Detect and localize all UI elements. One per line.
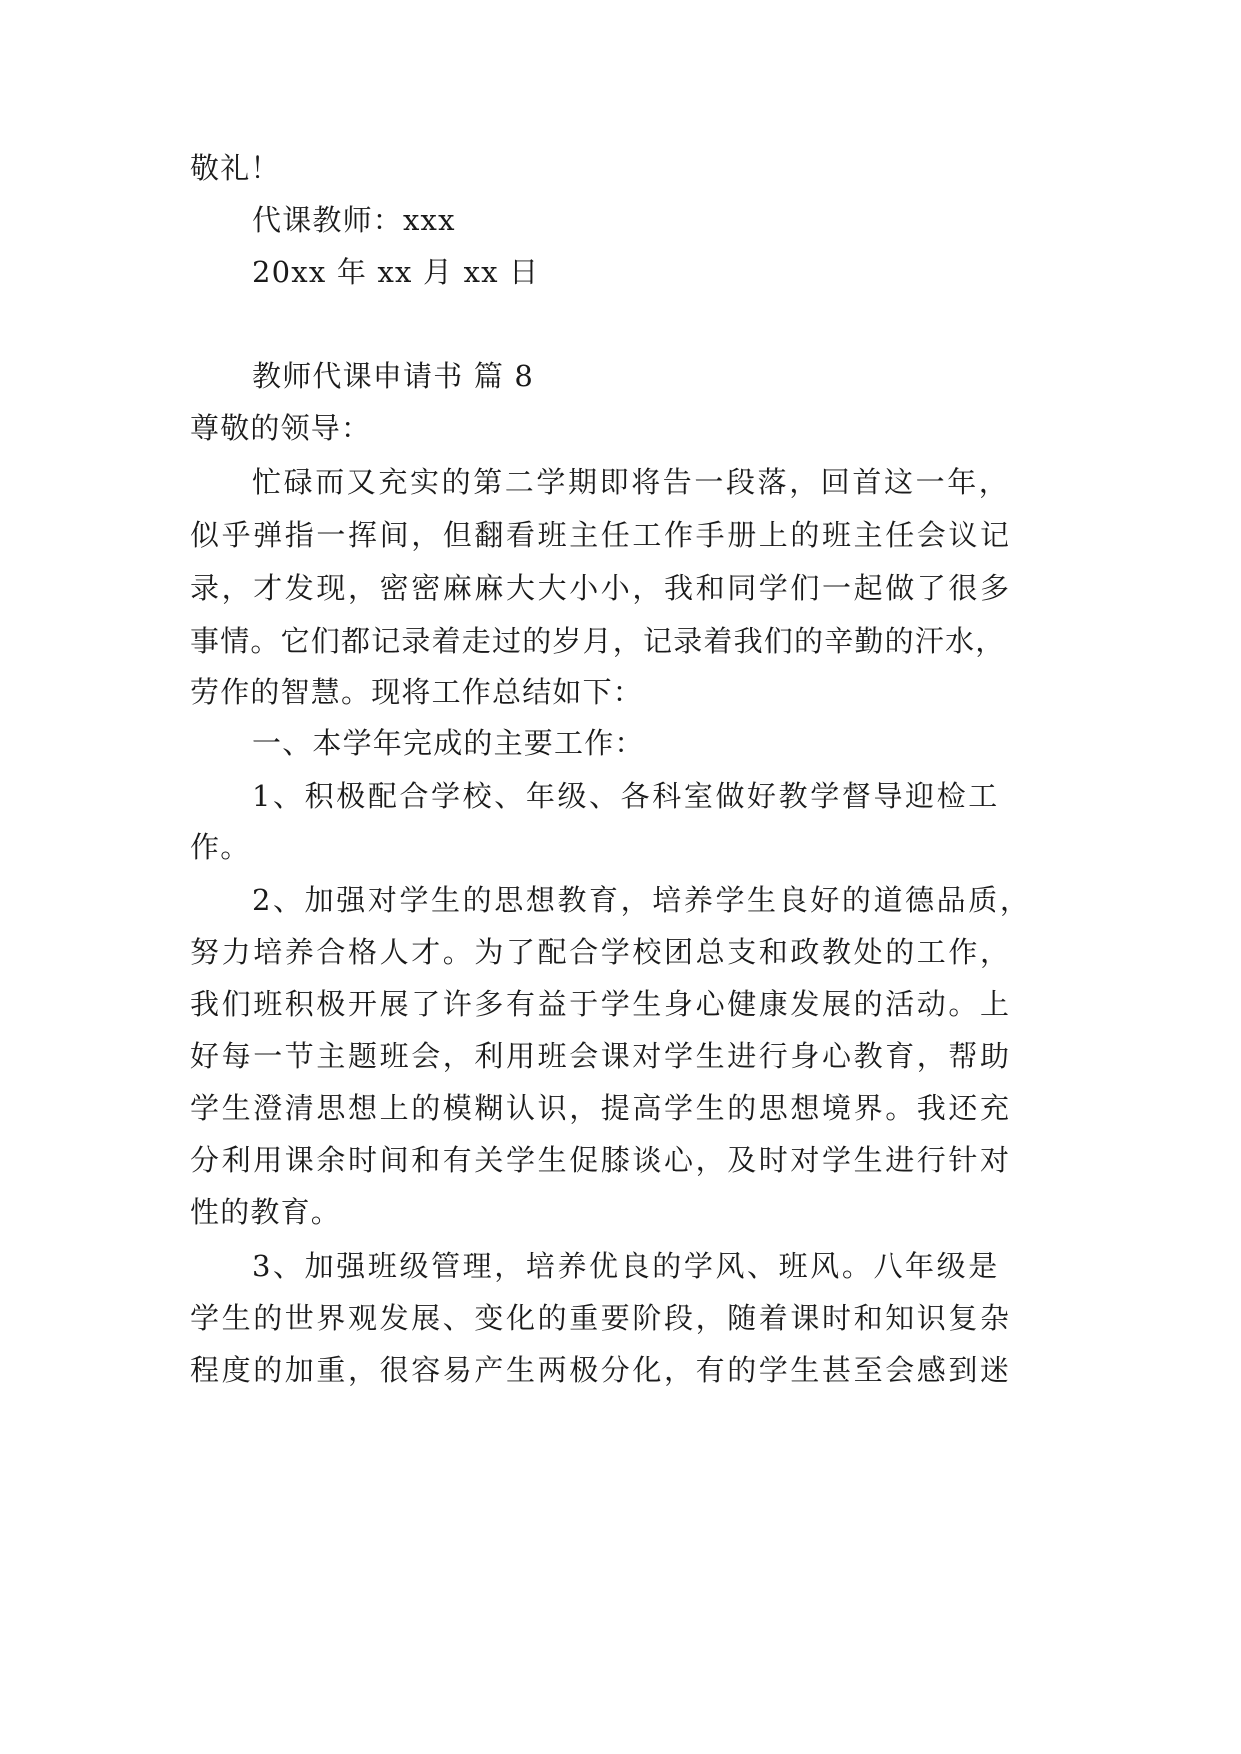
salutation: 尊敬的领导：: [190, 411, 372, 445]
body-line: 录，才发现，密密麻麻大大小小，我和同学们一起做了很多: [190, 571, 1012, 605]
body-line: 3、加强班级管理，培养优良的学风、班风。八年级是: [252, 1249, 1000, 1283]
body-line: 事情。它们都记录着走过的岁月，记录着我们的辛勤的汗水，: [190, 624, 1006, 658]
body-line: 分利用课余时间和有关学生促膝谈心，及时对学生进行针对: [190, 1143, 1012, 1177]
body-line: 学生的世界观发展、变化的重要阶段，随着课时和知识复杂: [190, 1301, 1012, 1335]
body-line: 我们班积极开展了许多有益于学生身心健康发展的活动。上: [190, 987, 1012, 1021]
body-line: 似乎弹指一挥间，但翻看班主任工作手册上的班主任会议记: [190, 518, 1012, 552]
body-line: 好每一节主题班会，利用班会课对学生进行身心教育，帮助: [190, 1039, 1012, 1073]
signer-line: 代课教师：xxx: [252, 203, 456, 237]
body-line: 程度的加重，很容易产生两极分化，有的学生甚至会感到迷: [190, 1353, 1012, 1387]
section-heading: 教师代课申请书 篇 8: [252, 359, 535, 393]
body-line: 忙碌而又充实的第二学期即将告一段落，回首这一年，: [252, 465, 1011, 499]
body-line: 1、积极配合学校、年级、各科室做好教学督导迎检工: [252, 779, 1000, 813]
body-line: 劳作的智慧。现将工作总结如下：: [190, 675, 644, 709]
body-line: 学生澄清思想上的模糊认识，提高学生的思想境界。我还充: [190, 1091, 1012, 1125]
body-line: 努力培养合格人才。为了配合学校团总支和政教处的工作，: [190, 935, 1012, 969]
date-line: 20xx 年 xx 月 xx 日: [252, 255, 540, 289]
closing-line: 敬礼！: [190, 151, 281, 185]
body-line: 性的教育。: [190, 1195, 342, 1229]
section-item-heading: 一、本学年完成的主要工作：: [252, 726, 645, 760]
body-line: 作。: [190, 830, 251, 864]
body-line: 2、加强对学生的思想教育，培养学生良好的道德品质，: [252, 883, 1032, 917]
